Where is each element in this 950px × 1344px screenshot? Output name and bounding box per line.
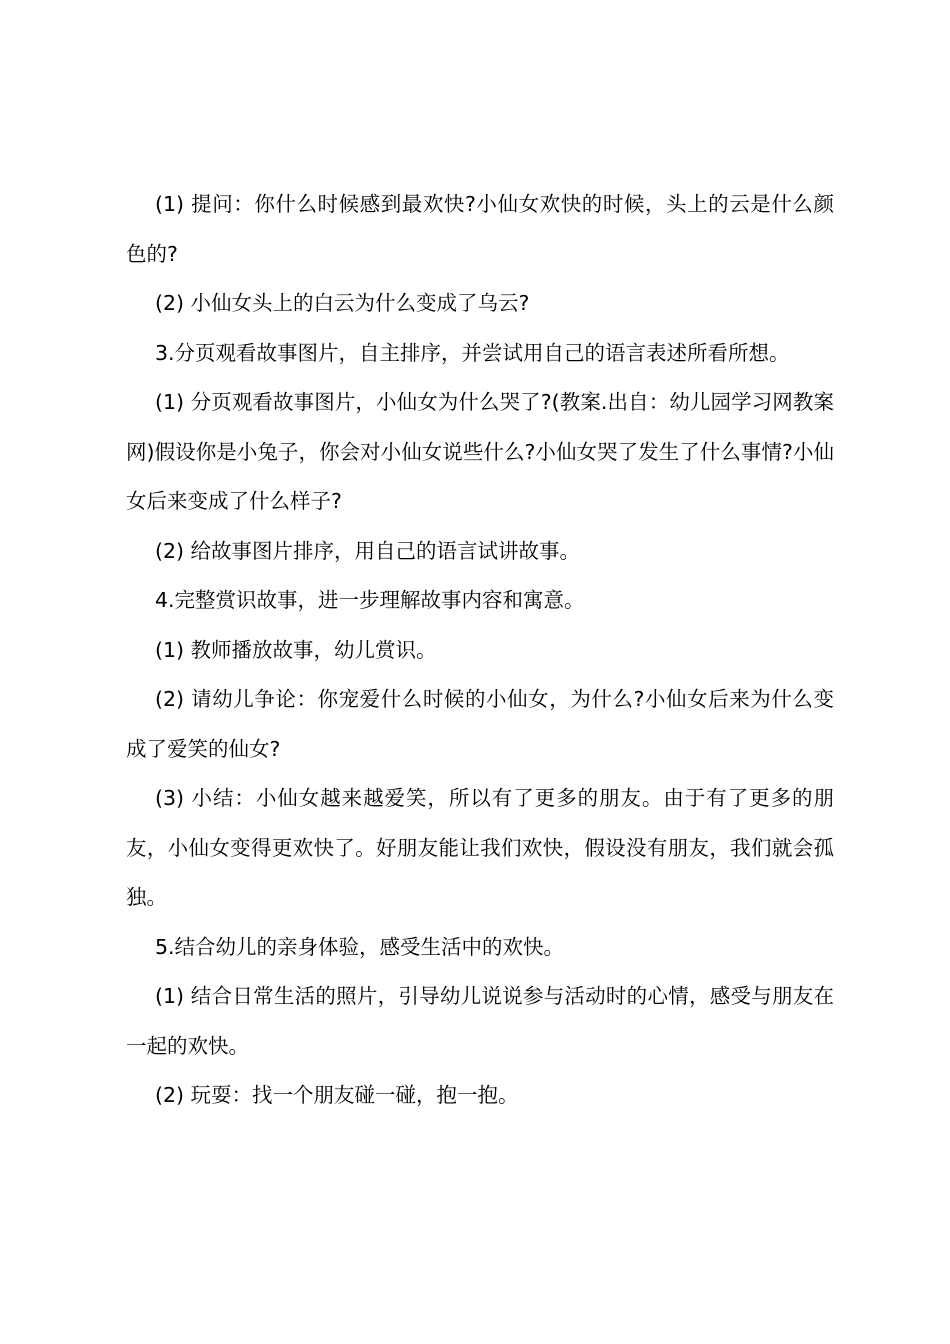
paragraph-step-4-item-1: (1) 教师播放故事，幼儿赏识。	[155, 637, 437, 662]
paragraph-question-1: (1) 提问：你什么时候感到最欢快?小仙女欢快的时候，头上的云是什么颜色的?	[126, 192, 834, 266]
paragraph-step-5-item-2: (2) 玩耍：找一个朋友碰一碰，抱一抱。	[155, 1083, 519, 1107]
paragraph-step-5: 5.结合幼儿的亲身体验，感受生活中的欢快。	[155, 934, 565, 959]
paragraph-step-5-item-1: (1) 结合日常生活的照片，引导幼儿说说参与活动时的心情，感受与朋友在一起的欢快。	[126, 984, 834, 1058]
paragraph-step-4-item-2: (2) 请幼儿争论：你宠爱什么时候的小仙女，为什么?小仙女后来为什么变成了爱笑的仙女?	[126, 687, 834, 761]
paragraph-step-3-item-2: (2) 给故事图片排序，用自己的语言试讲故事。	[155, 538, 581, 563]
document-body	[126, 180, 834, 1121]
paragraph-question-2: (2) 小仙女头上的白云为什么变成了乌云?	[155, 291, 530, 315]
paragraph-step-4-item-3: (3) 小结：小仙女越来越爱笑，所以有了更多的朋友。由于有了更多的朋友，小仙女变得更欢快了。好朋友能让我们欢快，假设没有朋友，我们就会孤独。	[126, 786, 834, 909]
paragraph-step-3: 3.分页观看故事图片，自主排序，并尝试用自己的语言表述所看所想。	[155, 340, 790, 365]
paragraph-step-4: 4.完整赏识故事，进一步理解故事内容和寓意。	[155, 588, 585, 612]
paragraph-step-3-item-1: (1) 分页观看故事图片，小仙女为什么哭了?(教案.出自：幼儿园学习网教案网)假设你是小兔子，你会对小仙女说些什么?小仙女哭了发生了什么事情?小仙女后来变成了什么样子?	[126, 390, 834, 513]
